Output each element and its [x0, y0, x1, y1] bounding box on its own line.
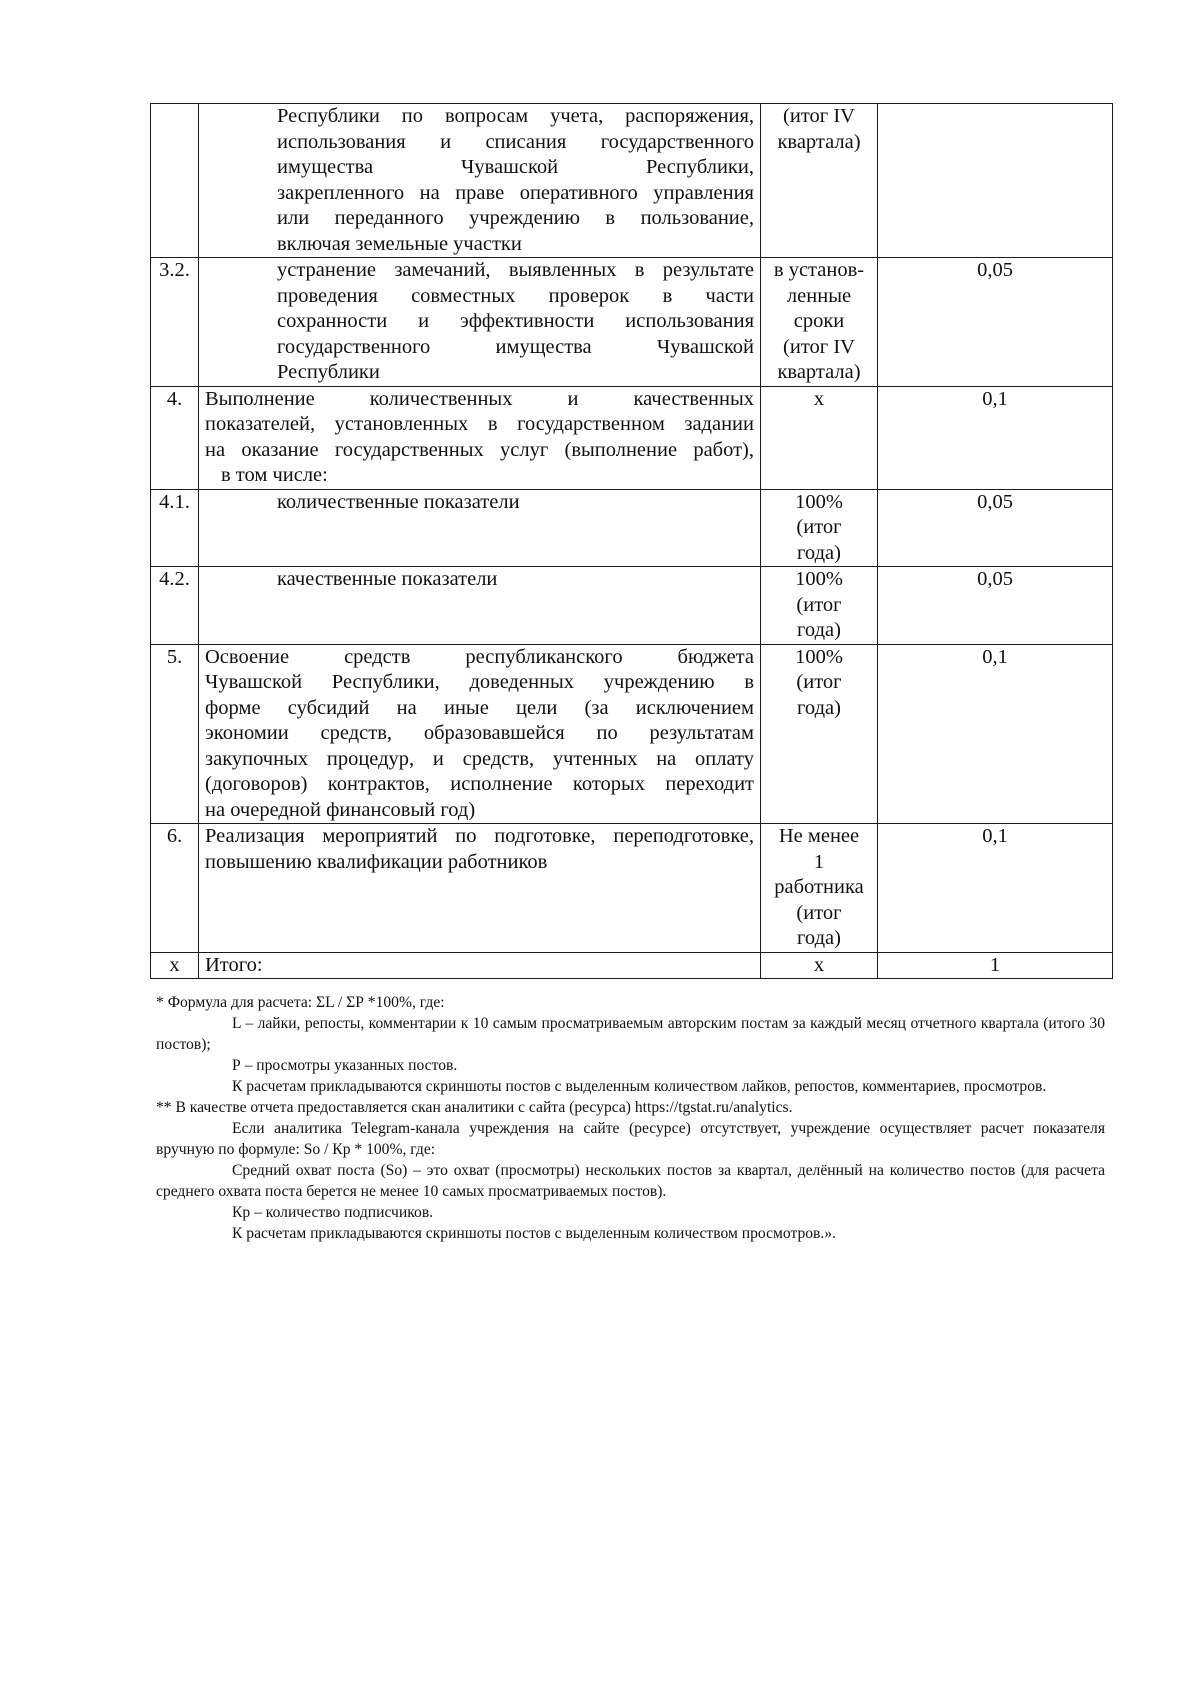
row-number	[151, 104, 199, 258]
term-line: в установ-	[773, 259, 865, 281]
term-line: сроки	[793, 310, 845, 332]
name-line: закрепленного на праве оперативного управления	[277, 181, 754, 204]
term-line: (итог	[796, 516, 842, 538]
row-number: 4.1.	[151, 489, 199, 567]
name-line: на оказание государственных услуг (выполнение работ),	[205, 438, 754, 461]
term-line: (итог	[796, 671, 842, 693]
criterion-weight	[878, 104, 1113, 258]
table-row	[151, 104, 1113, 258]
criterion-term	[761, 567, 878, 645]
footnote-line: ** В качестве отчета предоставляется скан аналитики с сайта (ресурса) https://tgstat.ru/analytics.	[156, 1099, 793, 1116]
name-line: Итого:	[205, 953, 263, 976]
term-line: (итог	[796, 901, 842, 924]
footnote-line: Если аналитика Telegram-канала учреждения на сайте (ресурсе) отсутствует, учреждение осуществляет расчет показателя вручную по формуле: So / Кр * 100%, где:	[156, 1120, 1105, 1158]
name-line: показателей, установленных в государственном задании	[205, 413, 754, 435]
criteria-table	[150, 103, 1113, 979]
name-line: Республики по вопросам учета, распоряжения,	[277, 105, 754, 127]
term-line: квартала)	[777, 361, 861, 383]
name-line: государственного имущества Чувашской	[277, 335, 754, 358]
row-number: 3.2.	[151, 258, 199, 387]
name-line: Освоение средств республиканского бюджета	[205, 645, 754, 668]
criterion-weight: 0,1	[878, 386, 1113, 489]
name-line: проведения совместных проверок в части	[277, 284, 754, 307]
criterion-weight: 1	[878, 952, 1113, 979]
footnote-line: К расчетам прикладываются скриншоты постов с выделенным количеством лайков, репостов, комментариев, просмотров.	[232, 1078, 1047, 1095]
row-number: x	[151, 952, 199, 979]
criterion-name	[199, 258, 761, 387]
table-row	[151, 644, 1113, 824]
name-line: в том числе:	[221, 464, 328, 486]
footnote-line: L – лайки, репосты, комментарии к 10 самым просматриваемым авторским постам за каждый месяц отчетного квартала (итого 30 постов);	[156, 1015, 1105, 1053]
term-line: года)	[797, 541, 841, 564]
term-line: года)	[797, 927, 841, 949]
name-line: Реализация мероприятий по подготовке, переподготовке,	[205, 825, 754, 847]
name-line: включая земельные участки	[277, 232, 522, 255]
term-line: ленные	[786, 284, 852, 307]
term-line: года)	[797, 619, 841, 641]
criterion-name	[199, 489, 761, 567]
criterion-name	[199, 104, 761, 258]
name-line: повышению квалификации работников	[205, 850, 548, 873]
criterion-term	[761, 258, 878, 387]
name-line: на очередной финансовый год)	[205, 798, 476, 821]
table-row	[151, 258, 1113, 387]
name-line: качественные показатели	[277, 568, 498, 590]
criterion-term	[761, 489, 878, 567]
name-line: количественные показатели	[277, 490, 520, 513]
name-line: имущества Чувашской Республики,	[277, 156, 754, 178]
term-line: x	[813, 387, 825, 410]
term-line: 100%	[795, 490, 843, 513]
row-number: 4.	[151, 386, 199, 489]
name-line: закупочных процедур, и средств, учтенных на оплату	[205, 747, 754, 770]
name-line: Выполнение количественных и качественных	[205, 387, 754, 410]
term-line: 100%	[795, 645, 843, 668]
criterion-weight: 0,1	[878, 824, 1113, 953]
name-line: Республики	[277, 361, 380, 383]
criterion-name	[199, 567, 761, 645]
term-line: (итог IV	[783, 105, 855, 127]
criterion-term	[761, 644, 878, 824]
table-row-total	[151, 952, 1113, 979]
term-line: 100%	[795, 568, 843, 590]
name-line: форме субсидий на иные цели (за исключением	[205, 696, 754, 719]
term-line: (итог IV	[783, 335, 855, 358]
name-line: использования и списания государственного	[277, 130, 754, 153]
criterion-term	[761, 386, 878, 489]
name-line: устранение замечаний, выявленных в результате	[277, 259, 754, 281]
term-line: работника	[774, 876, 864, 898]
name-line: Чувашской Республики, доведенных учреждению в	[205, 671, 754, 693]
criterion-weight: 0,1	[878, 644, 1113, 824]
criterion-term	[761, 824, 878, 953]
criterion-name	[199, 386, 761, 489]
criterion-term	[761, 104, 878, 258]
table-row	[151, 386, 1113, 489]
name-line: сохранности и эффективности использования	[277, 310, 754, 332]
footnotes	[156, 992, 1105, 1244]
criterion-name	[199, 644, 761, 824]
term-line: (итог	[796, 593, 842, 616]
row-number: 5.	[151, 644, 199, 824]
footnote-line: Кр – количество подписчиков.	[232, 1204, 434, 1221]
table-row	[151, 489, 1113, 567]
name-line: экономии средств, образовавшейся по результатам	[205, 722, 754, 744]
term-line: x	[813, 953, 825, 976]
criterion-term	[761, 952, 878, 979]
term-line: года)	[797, 696, 841, 719]
criterion-weight: 0,05	[878, 258, 1113, 387]
footnote-line: Средний охват поста (So) – это охват (просмотры) нескольких постов за квартал, делённый на количество постов (для расчета среднего охвата поста берется не менее 10 самых просматриваемых постов).	[156, 1162, 1105, 1200]
criterion-weight: 0,05	[878, 567, 1113, 645]
footnote-line: * Формула для расчета: ΣL / ΣР *100%, где:	[156, 994, 445, 1011]
name-line: (договоров) контрактов, исполнение которых переходит	[205, 773, 754, 795]
term-line: 1	[813, 850, 825, 873]
criterion-weight: 0,05	[878, 489, 1113, 567]
term-line: Не менее	[778, 825, 860, 847]
row-number: 4.2.	[151, 567, 199, 645]
name-line: или переданного учреждению в пользование,	[277, 207, 754, 229]
footnote-line: Р – просмотры указанных постов.	[232, 1057, 458, 1074]
criterion-name	[199, 952, 761, 979]
criterion-name	[199, 824, 761, 953]
table-row	[151, 824, 1113, 953]
term-line: квартала)	[777, 130, 861, 153]
footnote-line: К расчетам прикладываются скриншоты постов с выделенным количеством просмотров.».	[232, 1225, 836, 1242]
table-row	[151, 567, 1113, 645]
row-number: 6.	[151, 824, 199, 953]
